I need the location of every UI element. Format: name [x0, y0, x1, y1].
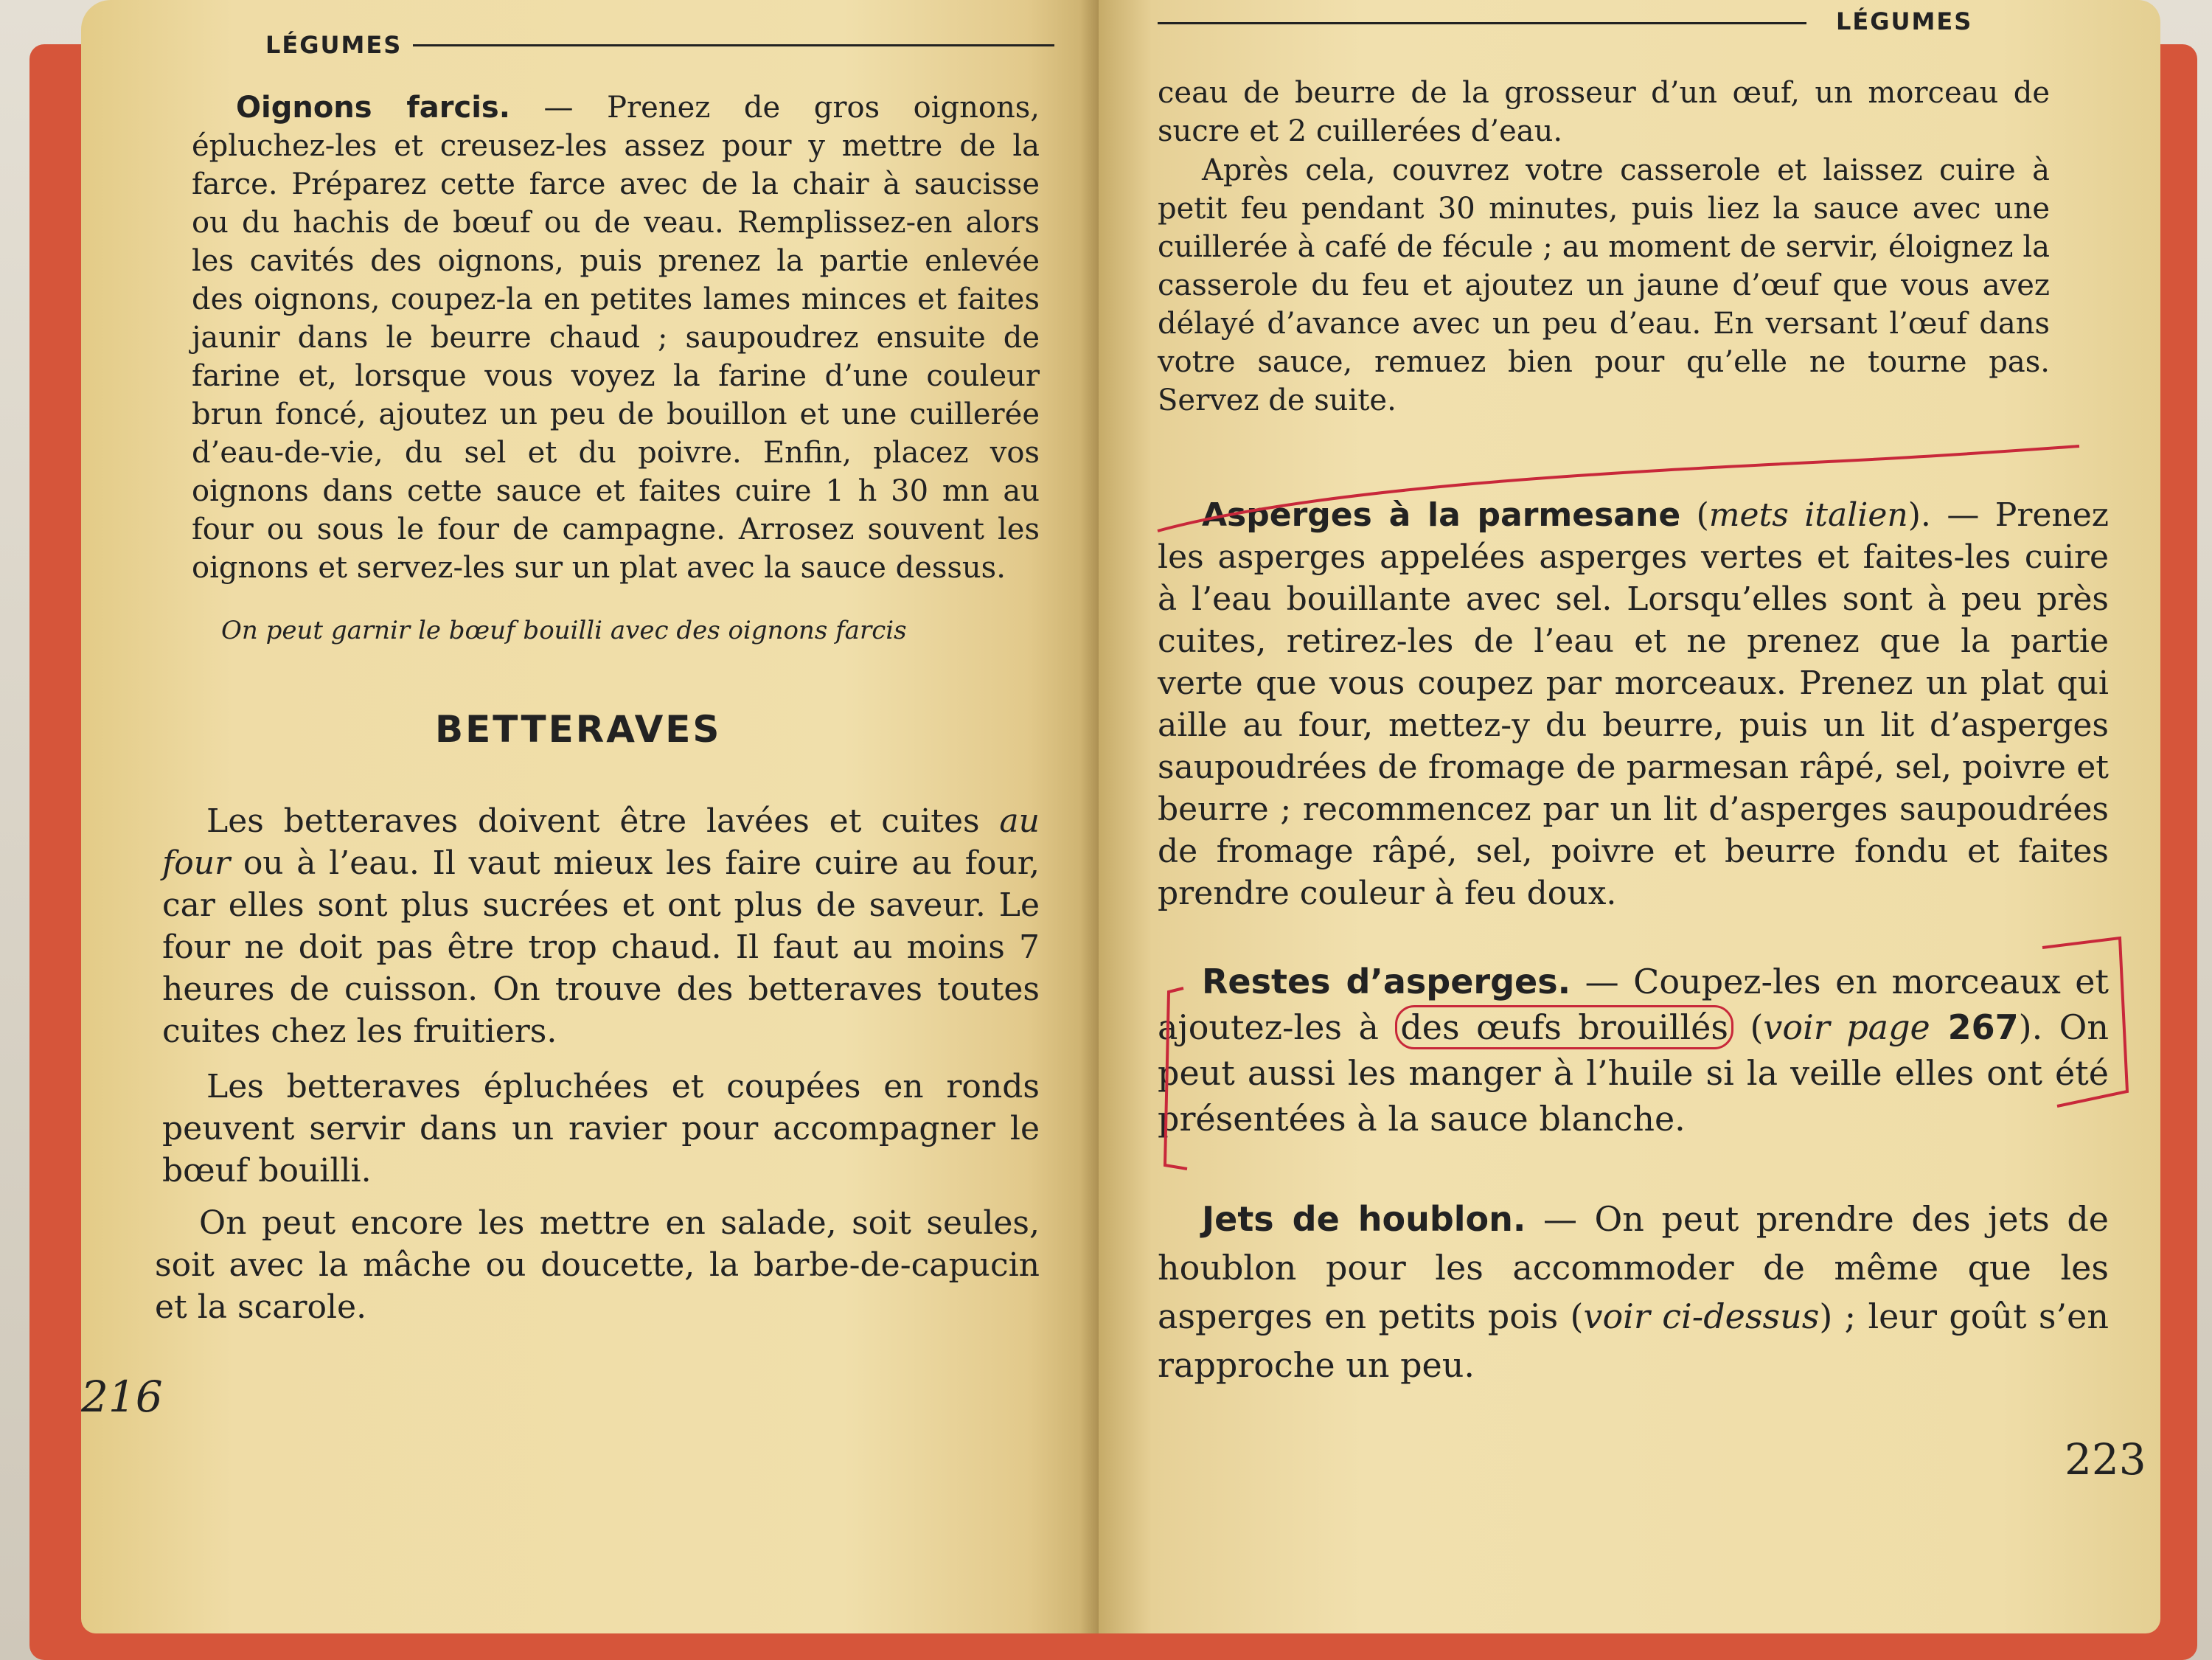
paragraph-oignons-farcis	[192, 88, 1040, 587]
paragraph-betteraves-2: Les betteraves épluchées et coupées en ronds peuvent servir dans un ravier pour accompagner le bœuf bouilli.	[162, 1068, 1040, 1190]
paren-open: (	[1680, 496, 1709, 534]
paragraph-betteraves-1	[162, 800, 1040, 1052]
asperges-subtitle: mets italien	[1708, 496, 1908, 534]
betteraves-1-italic: au four	[162, 802, 1040, 882]
heading-jets-houblon: Jets de houblon.	[1202, 1199, 1526, 1239]
note-oignons: On peut garnir le bœuf bouilli avec des oignons farcis	[221, 616, 907, 645]
betteraves-1-after: ou à l’eau. Il vaut mieux les faire cuire au four, car elles sont plus sucrées et ont plus de saveur. Le four ne doit pas être trop chaud. Il faut au moins 7 heures de cuisson. On trouve des betteraves toutes cuites chez les fruitiers.	[162, 844, 1040, 1050]
asperges-text: Prenez les asperges appelées asperges vertes et faites-les cuire à l’eau bouillante avec sel. Lorsqu’elles sont à peu près cuites, retirez-les de l’eau et ne prenez que la partie verte que vous coupez par morceaux. Prenez un plat qui aille au four, mettez-y du beurre, puis un lit d’asperges saupoudrées de fromage de parmesan râpé, sel, poivre et beurre ; recommencez par un lit d’asperges saupoudrées de fromage râpé, sel, poivre et beurre fondu et faites prendre couleur à feu doux.	[1158, 496, 2109, 912]
ref-voir-page: voir page	[1763, 1007, 1930, 1047]
head-rule-left	[413, 44, 1054, 46]
ref-paren-close: ).	[2018, 1007, 2043, 1047]
section-title-betteraves: BETTERAVES	[435, 708, 722, 751]
ref-paren-open: (	[1733, 1007, 1764, 1047]
paragraph-betteraves-3: On peut encore les mettre en salade, soit seules, soit avec la mâche ou doucette, la barbe-de-capucin et la scarole.	[155, 1204, 1040, 1326]
left-page	[81, 0, 1099, 1633]
betteraves-1-before: Les betteraves doivent être lavées et cuites	[206, 802, 1000, 840]
circled-oeufs-brouilles: des œufs brouillés	[1395, 1005, 1733, 1049]
paragraph-restes-asperges	[1158, 959, 2109, 1142]
jets-text-1: — On peut prendre des jets de houblon pour les accommoder de même que les asperges en petits pois (	[1158, 1199, 2109, 1336]
right-page	[1099, 0, 2160, 1633]
paragraph-continuation-2: Après cela, couvrez votre casserole et laissez cuire à petit feu pendant 30 minutes, puis liez la sauce avec une cuillerée à café de fécule ; au moment de servir, éloignez la casserole du feu et ajoutez un jaune d’œuf que vous avez délayé d’avance avec un peu d’eau. En versant l’œuf dans votre sauce, remuez bien pour qu’elle ne tourne pas. Servez de suite.	[1158, 153, 2050, 417]
heading-asperges-parmesane: Asperges à la parmesane	[1202, 496, 1681, 534]
ref-page-number: 267	[1930, 1007, 2019, 1047]
running-head-right: LÉGUMES	[1836, 7, 1973, 35]
head-rule-right	[1158, 22, 1806, 24]
paren-close: ). —	[1907, 496, 1995, 534]
jets-italic: voir ci-dessus	[1583, 1296, 1820, 1336]
paragraph-asperges-parmesane	[1158, 494, 2109, 914]
jets-text-2: ) ; leur goût s’en rapproche un peu.	[1158, 1296, 2110, 1385]
paragraph-continuation-1: ceau de beurre de la grosseur d’un œuf, un morceau de sucre et 2 cuillerées d’eau.	[1158, 76, 2050, 148]
oignons-farcis-text: — Prenez de gros oignons, épluchez-les et creusez-les assez pour y mettre de la farce. Préparez cette farce avec de la chair à saucisse ou du hachis de bœuf ou de veau. Remplissez-en alors les cavités des oignons, puis prenez la partie enlevée des oignons, coupez-la en petites lames minces et faites jaunir dans le beurre chaud ; saupoudrez ensuite de farine et, lorsque vous voyez la farine d’une couleur brun foncé, ajoutez un peu de bouillon et une cuillerée d’eau-de-vie, du sel et du poivre. Enfin, placez vos oignons dans cette sauce et faites cuire 1 h 30 mn au four ou sous le four de campagne. Arrosez souvent les oignons et servez-les sur un plat avec la sauce dessus.	[192, 91, 1040, 585]
heading-oignons-farcis: Oignons farcis.	[236, 91, 510, 125]
running-head-left: LÉGUMES	[265, 31, 403, 59]
paragraph-jets-houblon	[1158, 1195, 2109, 1389]
restes-text-2: On peut aussi les manger à l’huile si la veille elles ont été présentées à la sauce blanche.	[1158, 1007, 2109, 1139]
restes-text-1: — Coupez-les en morceaux et ajoutez-les à	[1158, 962, 2109, 1047]
page-number-right: 223	[2065, 1434, 2146, 1484]
page-number-left: 216	[81, 1372, 163, 1422]
heading-restes-asperges: Restes d’asperges.	[1202, 962, 1571, 1001]
